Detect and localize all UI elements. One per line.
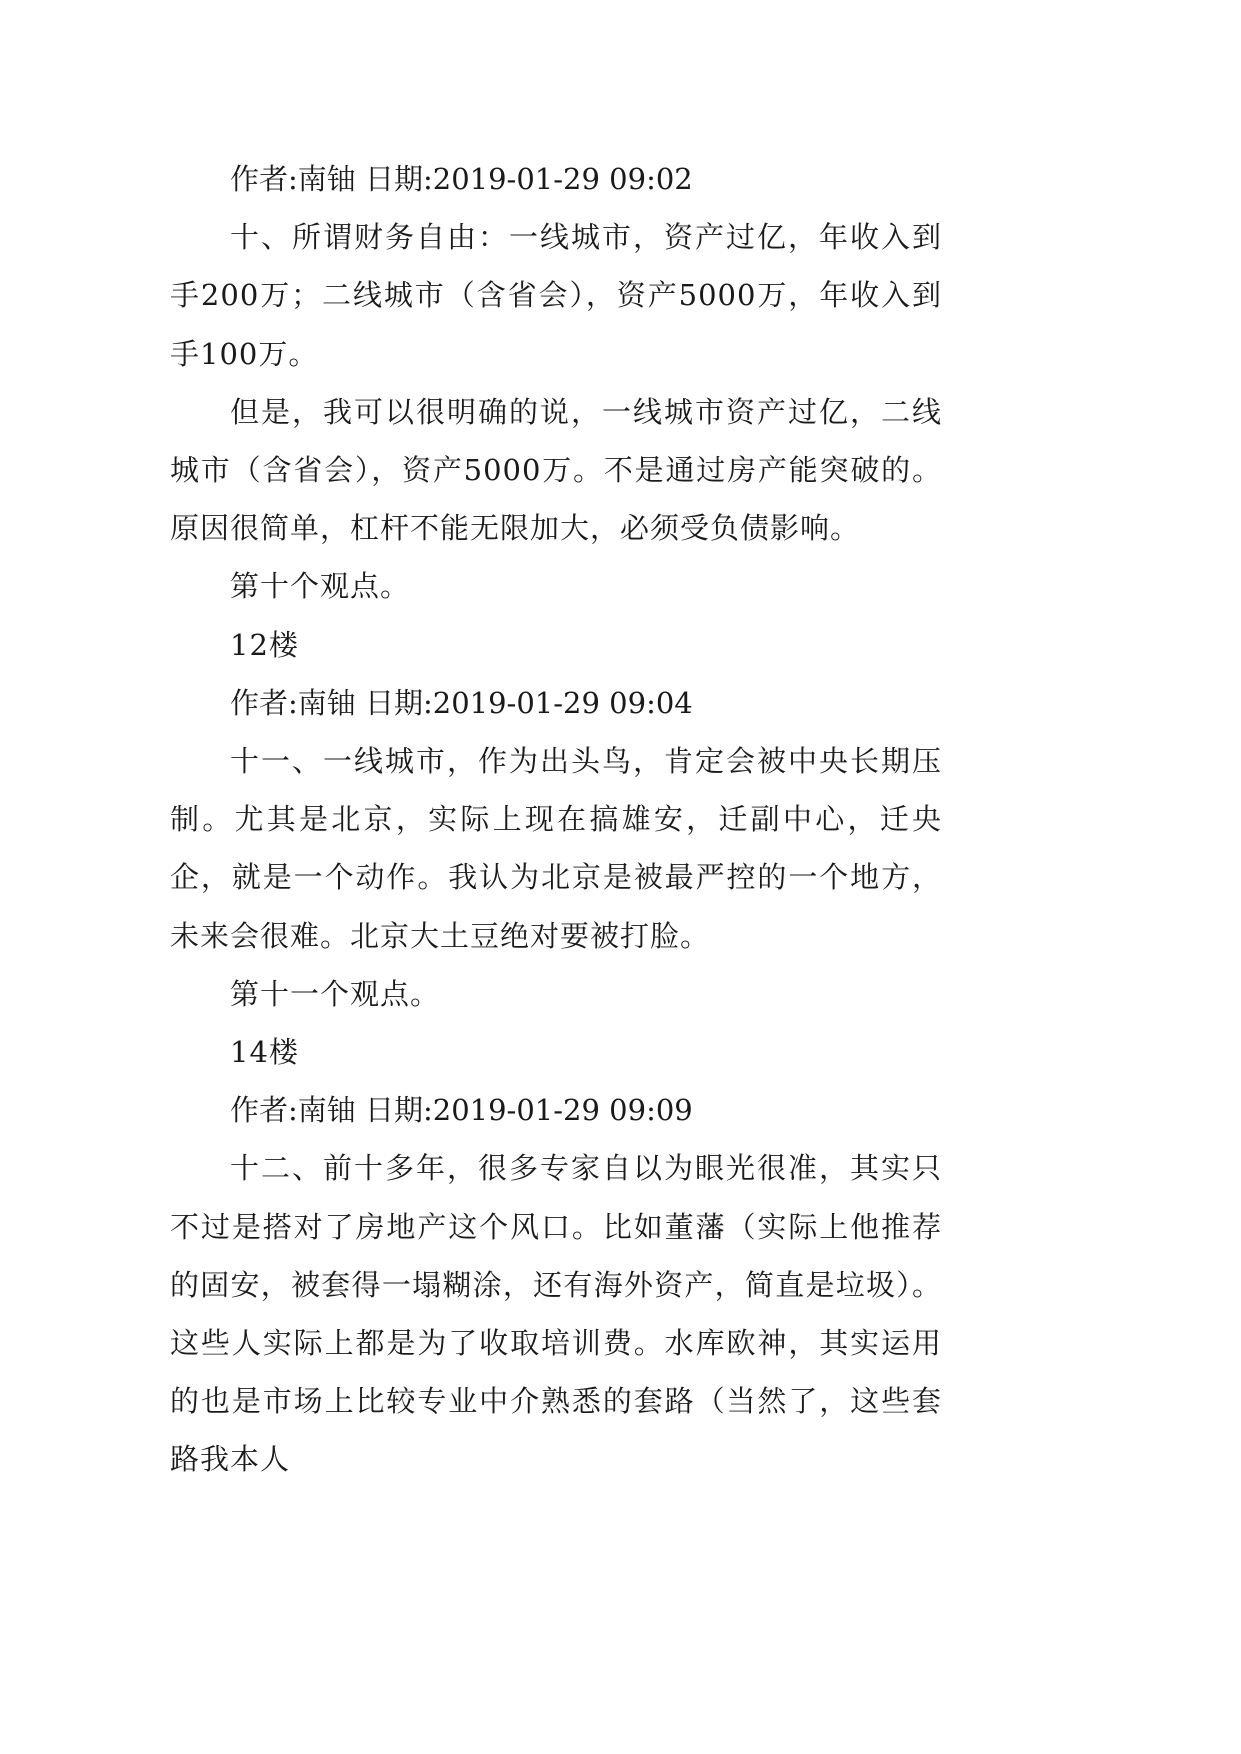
paragraph-point-10-explanation: 但是，我可以很明确的说，一线城市资产过亿，二线城市（含省会），资产5000万。不是通过房产能突破的。原因很简单，杠杆不能无限加大，必须受负债影响。 bbox=[170, 394, 942, 546]
post-meta-author-date: 作者:南铀 日期:2019-01-29 09:09 bbox=[230, 1093, 693, 1128]
post-meta-author-date: 作者:南铀 日期:2019-01-29 09:04 bbox=[230, 685, 693, 720]
paragraph-point-10: 十、所谓财务自由：一线城市，资产过亿，年收入到手200万；二线城市（含省会），资产5000万，年收入到手100万。 bbox=[170, 220, 942, 371]
document-page bbox=[170, 150, 942, 1489]
paragraph-point-11: 十一、一线城市，作为出头鸟，肯定会被中央长期压制。尤其是北京，实际上现在搞雄安，迁副中心，迁央企，就是一个动作。我认为北京是被最严控的一个地方，未来会很难。北京大土豆绝对要被打脸。 bbox=[170, 744, 942, 953]
floor-number-12: 12楼 bbox=[230, 627, 299, 662]
paragraph-point-11-label: 第十一个观点。 bbox=[230, 976, 441, 1011]
floor-number-14: 14楼 bbox=[230, 1035, 299, 1070]
paragraph-point-12: 十二、前十多年，很多专家自以为眼光很准，其实只不过是搭对了房地产这个风口。比如董藩（实际上他推荐的固安，被套得一塌糊涂，还有海外资产，简直是垃圾）。这些人实际上都是为了收取培训费。水库欧神，其实运用的也是市场上比较专业中介熟悉的套路（当然了，这些套路我本人 bbox=[170, 1151, 942, 1477]
paragraph-point-10-label: 第十个观点。 bbox=[230, 569, 411, 604]
post-meta-author-date: 作者:南铀 日期:2019-01-29 09:02 bbox=[230, 162, 693, 196]
